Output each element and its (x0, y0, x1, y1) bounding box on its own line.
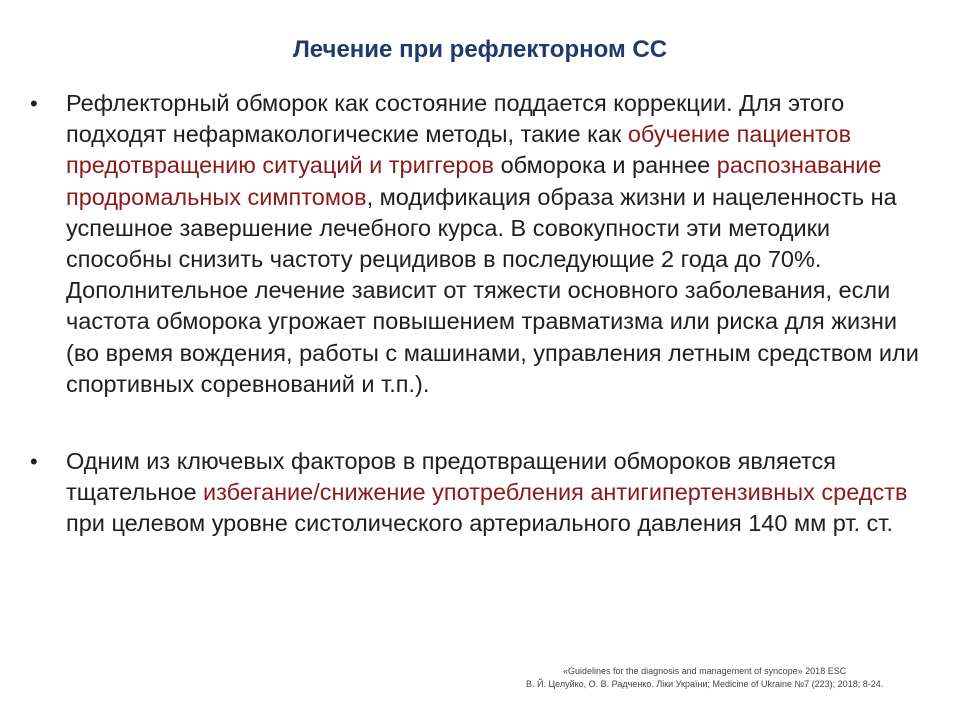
reference-line-2: В. Й. Целуйко, О. В. Радченко. Ліки України; Medicine of Ukraine №7 (223); 2018; 8-24. (526, 679, 884, 689)
bullet-2-text-1: Одним из ключевых факторов в предотвращении обмороков является тщательное (66, 448, 836, 506)
bullet-1-text-3: , модификация образа жизни и нацеленность на успешное завершение лечебного курса. В совокупности эти методики способны снизить частоту рецидивов в последующие 2 года до 70%. Дополнительное лечение зависит от тяжести основного заболевания, если частота обморока угрожает повышением травматизма или риска для жизни (во время вождения, работы с машинами, управления летным средством или спортивных соревнований и т.п.). (66, 183, 919, 397)
bullet-1-highlight-1: обучение пациентов предотвращению ситуаций и триггеров (66, 121, 852, 179)
bullet-list (30, 88, 930, 540)
bullet-1-text-1: Рефлекторный обморок как состояние поддается коррекции. Для этого подходят нефармакологические методы, такие как (66, 90, 845, 148)
bullet-dot-icon: • (30, 91, 38, 116)
bullet-item-1 (30, 88, 930, 400)
reference-line-1: «Guidelines for the diagnosis and management of syncope» 2018 ESC (563, 666, 847, 676)
bullet-item-2 (30, 446, 930, 540)
bullet-2-highlight-1: избегание/снижение употребления антигипертензивных средств (203, 479, 908, 506)
page-title: Лечение при рефлекторном СС (292, 36, 668, 63)
bullet-2-text-2: при целевом уровне систолического артериального давления 140 мм рт. ст. (66, 510, 893, 537)
bullet-1-highlight-2: распознавание продромальных симптомов (66, 152, 882, 210)
references (526, 665, 883, 691)
bullet-dot-icon: • (30, 449, 38, 475)
bullet-1-text-2: обморока и раннее (494, 152, 717, 179)
